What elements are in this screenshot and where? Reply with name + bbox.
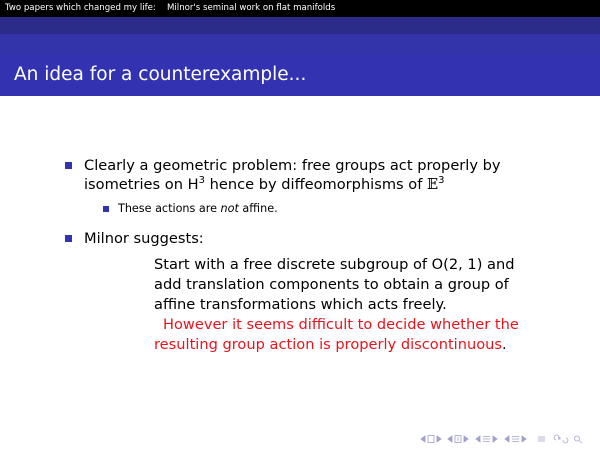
nav-left-arrow-icon[interactable] bbox=[421, 436, 425, 442]
nav-right-arrow-icon[interactable] bbox=[464, 436, 468, 442]
emphasis-not: not bbox=[220, 202, 239, 215]
quote-line-1: Start with a free discrete subgroup of O(2, 1) and bbox=[154, 256, 515, 273]
nav-right-arrow-icon[interactable] bbox=[522, 436, 526, 442]
frame-title: An idea for a counterexample... bbox=[14, 64, 307, 85]
alert-line-2: resulting group action is properly discontinuous. bbox=[154, 336, 507, 353]
quote-line-3: affine transformations which acts freely. bbox=[154, 296, 447, 313]
bullet-1-line-2: isometries on $H^3$ hence by diffeomorphisms of 𝔼$^3$ bbox=[84, 175, 445, 193]
frame-title-bar bbox=[0, 54, 600, 96]
alert-line-1: However it seems difficult to decide whether the bbox=[163, 316, 519, 333]
nav-equiv-icon[interactable] bbox=[538, 437, 545, 441]
header-band bbox=[0, 34, 600, 54]
nav-loop-icon[interactable] bbox=[554, 435, 568, 443]
quote-line-2: add translation components to obtain a group of bbox=[154, 276, 509, 293]
nav-subsection-icon[interactable] bbox=[455, 436, 461, 443]
sub-bullet-item: These actions are not affine. bbox=[118, 202, 278, 215]
sub-bullet-square-icon bbox=[103, 206, 109, 212]
quote-block bbox=[154, 255, 554, 355]
bullet-square-icon bbox=[65, 235, 72, 242]
nav-left-arrow-icon[interactable] bbox=[448, 436, 452, 442]
nav-left-arrow-icon[interactable] bbox=[476, 436, 480, 442]
navigation-bar bbox=[420, 434, 588, 444]
bullet-1-line-1: Clearly a geometric problem: free groups act properly by bbox=[84, 157, 501, 174]
nav-frame-icon[interactable] bbox=[428, 436, 434, 443]
bullet-item-1 bbox=[84, 156, 501, 196]
nav-subsection-icon[interactable] bbox=[512, 437, 519, 442]
nav-left-arrow-icon[interactable] bbox=[505, 436, 509, 442]
headline-bar bbox=[0, 0, 600, 17]
headline-right: Milnor's seminal work on flat manifolds bbox=[167, 3, 336, 13]
nav-right-arrow-icon[interactable] bbox=[493, 436, 497, 442]
headline-left: Two papers which changed my life: bbox=[5, 3, 156, 13]
nav-search-icon[interactable] bbox=[575, 436, 583, 443]
nav-right-arrow-icon[interactable] bbox=[437, 436, 441, 442]
bullet-item-2: Milnor suggests: bbox=[84, 230, 204, 247]
header-band-dark bbox=[0, 17, 600, 34]
nav-section-icon[interactable] bbox=[483, 437, 490, 442]
bullet-square-icon bbox=[65, 162, 72, 169]
